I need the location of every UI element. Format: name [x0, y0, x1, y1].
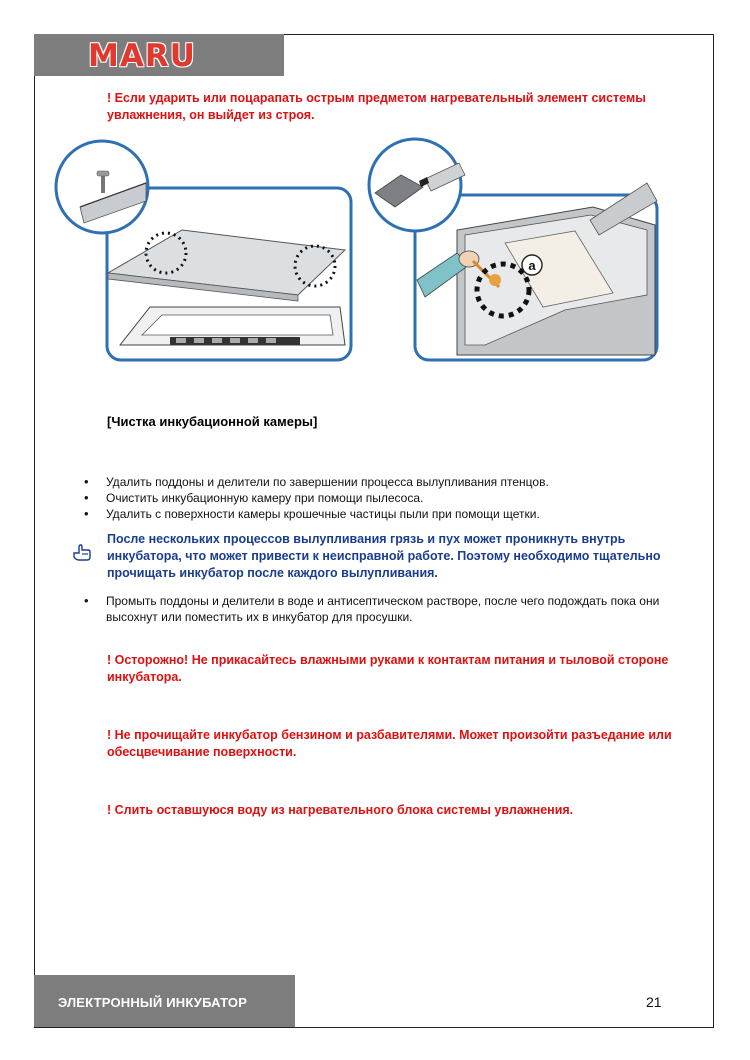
brand-logo: MARU	[88, 38, 196, 74]
list-item: • Удалить поддоны и делители по завершении процесса вылупливания птенцов.	[82, 474, 682, 490]
section-title: [Чистка инкубационной камеры]	[107, 414, 318, 429]
list-item: • Промыть поддоны и делители в воде и антисептическом растворе, после чего подождать пока они высохнут или поместить их в инкубатор для просушки.	[82, 593, 692, 625]
list-item: • Удалить с поверхности камеры крошечные частицы пыли при помощи щетки.	[82, 506, 682, 522]
page-number: 21	[646, 994, 662, 1010]
cleaning-steps-list	[82, 474, 682, 522]
wet-hands-warning: ! Осторожно! Не прикасайтесь влажными руками к контактам питания и тыловой стороне инкубатора.	[107, 653, 669, 684]
heating-element-warning: ! Если ударить или поцарапать острым предметом нагревательный элемент системы увлажнения, он выйдет из строя.	[107, 91, 646, 122]
list-item: • Очистить инкубационную камеру при помощи пылесоса.	[82, 490, 682, 506]
solvents-warning: ! Не прочищайте инкубатор бензином и разбавителями. Может произойти разъедание или обесцвечивание поверхности.	[107, 728, 672, 759]
part-label-a: a	[528, 258, 536, 273]
cleaning-note: После нескольких процессов вылупливания грязь и пух может проникнуть внутрь инкубатора, что может привести к неисправной работе. Поэтому необходимо тщательно прочищать инкубатор после каждого вылупливания.	[107, 532, 661, 580]
humidifier-cleaning-illustration	[365, 135, 665, 365]
drain-water-warning: ! Слить оставшуюся воду из нагревательного блока системы увлажнения.	[107, 803, 574, 817]
note-hand-icon	[70, 540, 94, 564]
washing-step-list	[82, 593, 692, 625]
footer-title: ЭЛЕКТРОННЫЙ ИНКУБАТОР	[58, 995, 248, 1010]
lid-removal-illustration	[50, 135, 360, 365]
